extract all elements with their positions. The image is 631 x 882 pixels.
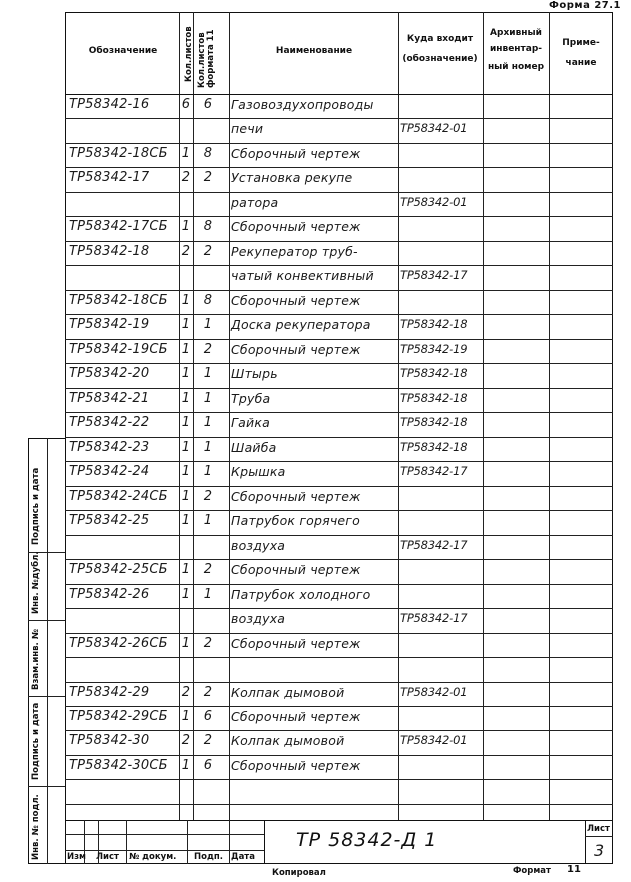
row-kol-listov-format: 1	[203, 439, 213, 455]
row-kuda-vhodit: ТР58342-18	[400, 439, 468, 454]
header-kol-listov-format: Кол.листов формата 11	[197, 29, 216, 88]
row-kol-listov-format: 2	[203, 733, 213, 749]
row-divider	[65, 633, 613, 634]
row-kol-listov: 2	[181, 170, 191, 186]
row-oboznachenie: ТР58342-18СБ	[69, 145, 168, 161]
row-kol-listov-format: 8	[203, 292, 213, 308]
row-naimenovanie: Колпак дымовой	[231, 684, 345, 700]
header-kuda-vhodit-oboz: (обозначение)	[402, 54, 478, 64]
row-naimenovanie: Сборочный чертеж	[231, 562, 361, 578]
row-kol-listov-format: 6	[203, 709, 213, 724]
stamp-izm: Изм	[67, 852, 87, 862]
row-kol-listov: 1	[181, 415, 191, 431]
row-kol-listov-format: 2	[203, 170, 213, 186]
row-naimenovanie: печи	[231, 121, 264, 137]
row-naimenovanie: Патрубок холодного	[231, 586, 371, 602]
row-kol-listov-format: 1	[203, 464, 213, 480]
kopiroval-label: Копировал	[272, 868, 326, 878]
row-oboznachenie: ТР58342-30	[69, 733, 150, 749]
column-divider	[483, 12, 484, 820]
row-oboznachenie: ТР58342-17	[69, 170, 150, 186]
row-naimenovanie: Сборочный чертеж	[231, 341, 361, 357]
row-divider	[65, 216, 613, 217]
row-kuda-vhodit: ТР58342-18	[400, 390, 468, 405]
header-arhiv-2: инвентар-	[489, 44, 542, 54]
row-divider	[65, 412, 613, 413]
row-naimenovanie: воздуха	[231, 611, 286, 627]
row-kuda-vhodit: ТР58342-17	[400, 268, 468, 283]
header-oboznachenie: Обозначение	[88, 46, 158, 56]
row-naimenovanie: Сборочный чертеж	[231, 145, 361, 161]
row-kol-listov: 1	[181, 439, 191, 455]
row-kol-listov: 1	[181, 366, 191, 382]
row-divider	[65, 779, 613, 780]
row-kol-listov-format: 1	[203, 586, 213, 602]
row-naimenovanie: Труба	[231, 390, 271, 406]
stamp-nom-dokum: № докум.	[129, 852, 177, 862]
row-kol-listov: 2	[181, 243, 191, 259]
side-label-inv-dubl: Инв. №дубл.	[31, 551, 41, 614]
row-divider	[65, 730, 613, 731]
row-kol-listov-format: 6	[203, 97, 213, 112]
column-divider	[229, 12, 230, 820]
stamp-list-value: 3	[594, 841, 605, 860]
row-oboznachenie: ТР58342-20	[69, 366, 150, 382]
row-naimenovanie: Установка рекупе	[231, 170, 353, 186]
row-kol-listov-format: 1	[203, 415, 213, 431]
row-oboznachenie: ТР58342-26	[69, 586, 150, 602]
stamp-podp: Подп.	[194, 852, 223, 862]
row-kuda-vhodit: ТР58342-01	[400, 733, 468, 748]
row-divider	[65, 804, 613, 805]
row-kol-listov: 1	[181, 635, 191, 651]
row-kol-listov-format: 6	[203, 757, 213, 773]
header-primechanie-2: чание	[565, 58, 597, 68]
row-naimenovanie: Доска рекуператора	[231, 317, 371, 333]
row-kol-listov: 1	[181, 586, 191, 602]
row-kol-listov: 1	[181, 317, 191, 333]
header-arhiv-3: ный номер	[487, 62, 545, 72]
stamp-col	[229, 820, 230, 864]
header-arhiv: Архивный	[490, 28, 542, 38]
row-divider	[65, 143, 613, 144]
row-divider	[65, 167, 613, 168]
stamp-col	[126, 820, 127, 864]
side-sep	[28, 786, 65, 787]
side-label-vzam-inv: Взам.инв. №	[31, 629, 41, 690]
row-oboznachenie: ТР58342-24	[69, 464, 150, 480]
row-kol-listov: 6	[181, 97, 191, 112]
row-kol-listov-format: 2	[203, 562, 213, 578]
side-divider	[47, 438, 48, 864]
row-divider	[65, 241, 613, 242]
row-kol-listov-format: 8	[203, 219, 213, 235]
row-divider	[65, 486, 613, 487]
stamp-col	[264, 820, 265, 864]
stamp-list: Лист	[96, 852, 119, 862]
stamp-list-label: Лист	[587, 824, 610, 834]
row-divider	[65, 755, 613, 756]
row-kuda-vhodit: ТР58342-17	[400, 611, 468, 626]
row-kol-listov-format: 2	[203, 341, 213, 357]
row-kol-listov: 1	[181, 488, 191, 504]
row-kol-listov: 1	[181, 709, 191, 724]
side-label-signature-date: Подпись и дата	[31, 467, 41, 545]
row-naimenovanie: Колпак дымовой	[231, 733, 345, 749]
row-oboznachenie: ТР58342-25СБ	[69, 562, 168, 578]
row-oboznachenie: ТР58342-18	[69, 243, 150, 259]
row-naimenovanie: Гайка	[231, 415, 270, 431]
stamp-line	[65, 850, 265, 851]
row-naimenovanie: воздуха	[231, 537, 286, 553]
row-divider	[65, 314, 613, 315]
row-kuda-vhodit: ТР58342-17	[400, 464, 468, 479]
row-divider	[65, 706, 613, 707]
row-naimenovanie: Сборочный чертеж	[231, 635, 361, 651]
row-naimenovanie: ратора	[231, 194, 279, 210]
row-oboznachenie: ТР58342-22	[69, 415, 150, 431]
row-kol-listov: 1	[181, 145, 191, 161]
row-naimenovanie: Патрубок горячего	[231, 513, 360, 529]
row-kol-listov: 1	[181, 219, 191, 235]
row-oboznachenie: ТР58342-21	[69, 390, 150, 406]
row-kuda-vhodit: ТР58342-18	[400, 366, 468, 381]
column-divider	[193, 12, 194, 820]
column-divider	[549, 12, 550, 820]
row-kuda-vhodit: ТР58342-01	[400, 684, 468, 699]
row-divider	[65, 339, 613, 340]
format-label: Формат	[513, 866, 551, 876]
stamp-col	[187, 820, 188, 864]
row-naimenovanie: Крышка	[231, 464, 286, 480]
row-oboznachenie: ТР58342-16	[69, 97, 150, 112]
row-oboznachenie: ТР58342-29	[69, 684, 150, 700]
row-naimenovanie: Рекуператор труб-	[231, 243, 358, 259]
row-divider	[65, 192, 613, 193]
row-kol-listov-format: 1	[203, 317, 213, 333]
row-divider	[65, 118, 613, 119]
stamp-line	[585, 836, 613, 837]
row-kuda-vhodit: ТР58342-01	[400, 194, 468, 209]
header-kol-listov: Кол.листов	[184, 26, 194, 82]
row-kol-listov-format: 1	[203, 366, 213, 382]
header-bottom-line	[65, 94, 613, 95]
row-oboznachenie: ТР58342-24СБ	[69, 488, 168, 504]
row-oboznachenie: ТР58342-18СБ	[69, 292, 168, 308]
row-kol-listov: 1	[181, 562, 191, 578]
row-oboznachenie: ТР58342-17СБ	[69, 219, 168, 235]
row-kol-listov: 1	[181, 390, 191, 406]
stamp-line	[65, 834, 265, 835]
row-kuda-vhodit: ТР58342-19	[400, 341, 468, 356]
row-kol-listov: 1	[181, 292, 191, 308]
format-value: 11	[567, 864, 581, 875]
header-kuda-vhodit: Куда входит	[406, 34, 474, 44]
row-naimenovanie: Сборочный чертеж	[231, 292, 361, 308]
row-kuda-vhodit: ТР58342-01	[400, 121, 468, 136]
row-divider	[65, 535, 613, 536]
side-label-inv-podl: Инв. № подл.	[31, 794, 41, 860]
row-kol-listov-format: 2	[203, 684, 213, 700]
row-kol-listov: 1	[181, 757, 191, 773]
document-number: ТР 58342-Д 1	[296, 829, 438, 851]
row-kuda-vhodit: ТР58342-17	[400, 537, 468, 552]
row-divider	[65, 363, 613, 364]
row-oboznachenie: ТР58342-23	[69, 439, 150, 455]
row-oboznachenie: ТР58342-19	[69, 317, 150, 333]
row-oboznachenie: ТР58342-25	[69, 513, 150, 529]
row-divider	[65, 437, 613, 438]
form-number: Форма 27.1	[548, 0, 621, 11]
row-naimenovanie: Шайба	[231, 439, 277, 455]
side-sep	[28, 620, 65, 621]
row-kol-listov: 1	[181, 464, 191, 480]
row-naimenovanie: Сборочный чертеж	[231, 488, 361, 504]
header-naimenovanie: Наименование	[275, 46, 353, 56]
row-kol-listov: 1	[181, 341, 191, 357]
row-oboznachenie: ТР58342-26СБ	[69, 635, 168, 651]
row-naimenovanie: Газовоздухопроводы	[231, 97, 374, 112]
side-sep	[28, 696, 65, 697]
row-kol-listov-format: 2	[203, 488, 213, 504]
row-naimenovanie: Сборочный чертеж	[231, 219, 361, 235]
row-oboznachenie: ТР58342-30СБ	[69, 757, 168, 773]
row-divider	[65, 510, 613, 511]
row-kol-listov: 2	[181, 733, 191, 749]
row-kol-listov-format: 1	[203, 513, 213, 529]
row-divider	[65, 584, 613, 585]
row-kol-listov-format: 8	[203, 145, 213, 161]
row-divider	[65, 461, 613, 462]
row-divider	[65, 388, 613, 389]
row-divider	[65, 559, 613, 560]
row-kuda-vhodit: ТР58342-18	[400, 317, 468, 332]
row-kol-listov: 1	[181, 513, 191, 529]
stamp-top-line	[65, 820, 613, 821]
row-kol-listov-format: 2	[203, 635, 213, 651]
header-primechanie: Приме-	[562, 38, 600, 48]
row-oboznachenie: ТР58342-29СБ	[69, 709, 168, 724]
row-divider	[65, 657, 613, 658]
row-kol-listov-format: 2	[203, 243, 213, 259]
row-kol-listov: 2	[181, 684, 191, 700]
row-naimenovanie: Штырь	[231, 366, 278, 382]
stamp-data: Дата	[231, 852, 255, 862]
row-divider	[65, 290, 613, 291]
row-divider	[65, 265, 613, 266]
row-naimenovanie: Сборочный чертеж	[231, 757, 361, 773]
row-divider	[65, 682, 613, 683]
row-kuda-vhodit: ТР58342-18	[400, 415, 468, 430]
row-divider	[65, 608, 613, 609]
column-divider	[398, 12, 399, 820]
row-oboznachenie: ТР58342-19СБ	[69, 341, 168, 357]
row-naimenovanie: Сборочный чертеж	[231, 709, 361, 724]
row-naimenovanie: чатый конвективный	[231, 268, 374, 284]
side-label-signature-date-2: Подпись и дата	[31, 702, 41, 780]
stamp-col	[585, 820, 586, 864]
row-kol-listov-format: 1	[203, 390, 213, 406]
